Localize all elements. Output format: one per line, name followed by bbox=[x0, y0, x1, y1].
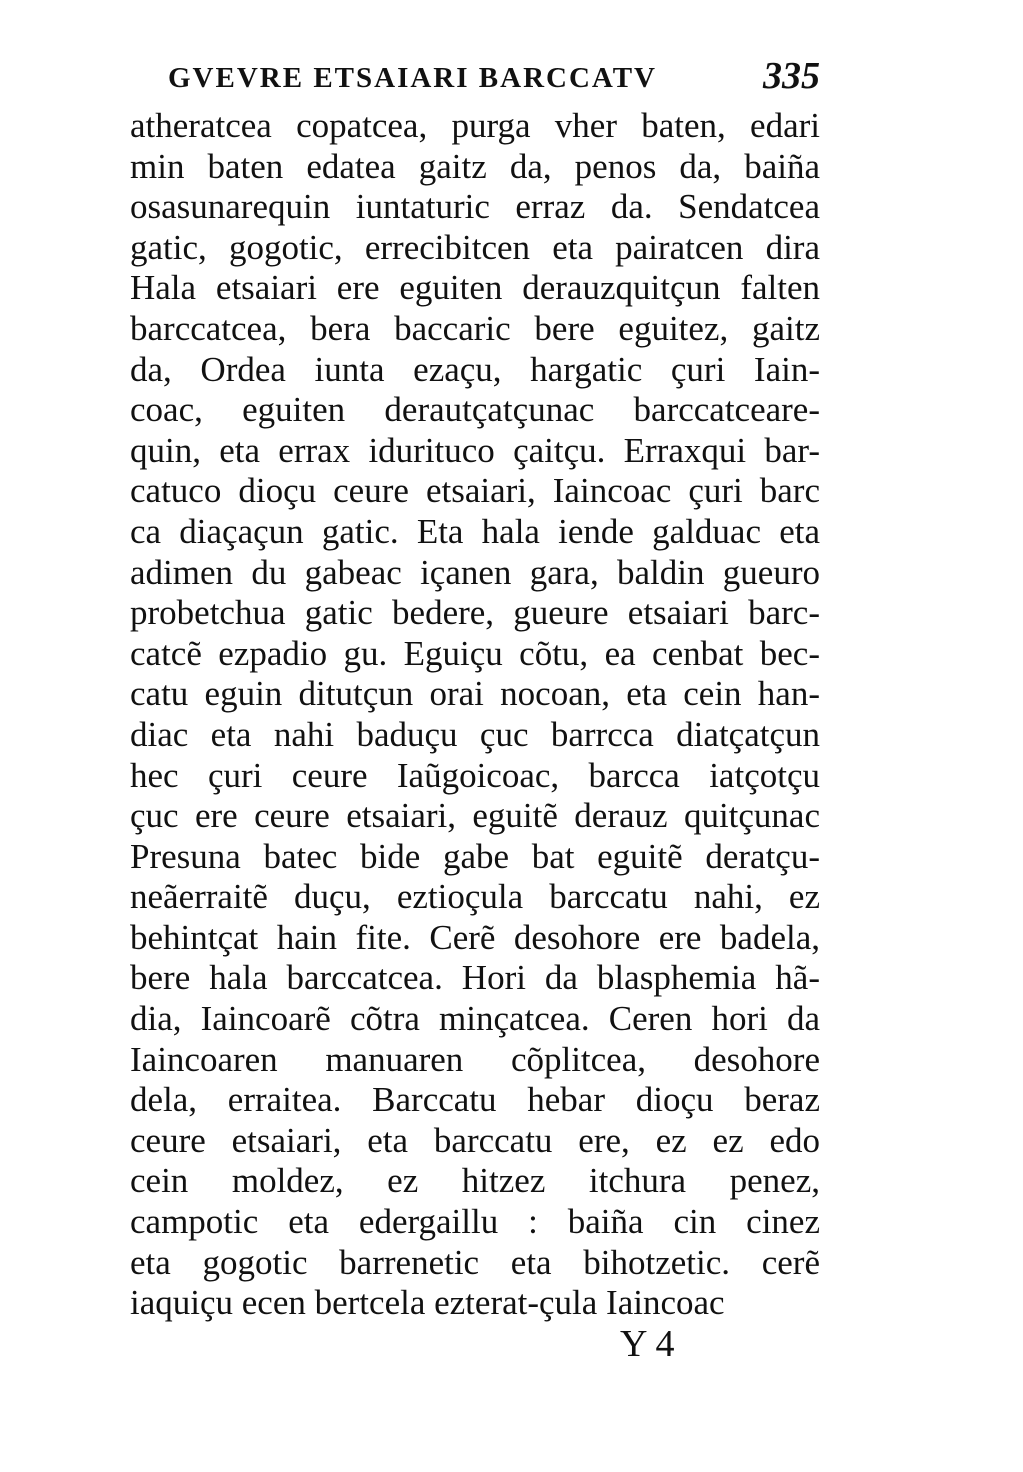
text-line: probetchua gatic bedere, gueure etsaiari barc- bbox=[130, 593, 820, 633]
text-line: adimen du gabeac içanen gara, baldin gueuro bbox=[130, 552, 820, 592]
text-line: Hala etsaiari ere eguiten derauzquitçun falten bbox=[130, 268, 820, 308]
text-line: gatic, gogotic, errecibitcen eta pairatcen dira bbox=[130, 227, 820, 267]
text-line: cein moldez, ez hitzez itchura penez, bbox=[130, 1161, 820, 1201]
text-line: çuc ere ceure etsaiari, eguitẽ derauz quitçunac bbox=[130, 796, 820, 836]
text-line: catcẽ ezpadio gu. Eguiçu cõtu, ea cenbat bec- bbox=[130, 633, 820, 673]
text-line: coac, eguiten derautçatçunac barccatceare- bbox=[130, 390, 820, 430]
text-line: dia, Iaincoarẽ cõtra minçatcea. Ceren hori da bbox=[130, 999, 820, 1039]
text-line: Iaincoaren manuaren cõplitcea, desohore bbox=[130, 1039, 820, 1079]
page-number: 335 bbox=[763, 55, 820, 97]
text-line: diac eta nahi baduçu çuc barrcca diatçatçun bbox=[130, 714, 820, 754]
text-line: iaquiçu ecen bertcela ezterat-çula Iaincoac bbox=[130, 1283, 725, 1323]
text-line: hec çuri ceure Iaũgoicoac, barcca iatçotçu bbox=[130, 755, 820, 795]
text-line: barccatcea, bera baccaric bere eguitez, gaitz bbox=[130, 308, 820, 348]
text-line: ca diaçaçun gatic. Eta hala iende galduac eta bbox=[130, 511, 820, 551]
text-line: bere hala barccatcea. Hori da blasphemia hã- bbox=[130, 958, 820, 998]
text-line: quin, eta errax idurituco çaitçu. Erraxqui bar- bbox=[130, 430, 820, 470]
text-line: eta gogotic barrenetic eta bihotzetic. cerẽ bbox=[130, 1242, 820, 1282]
text-line: catuco dioçu ceure etsaiari, Iaincoac çuri barc bbox=[130, 471, 820, 511]
text-line: min baten edatea gaitz da, penos da, baiña bbox=[130, 146, 820, 186]
text-line: dela, erraitea. Barccatu hebar dioçu beraz bbox=[130, 1080, 820, 1120]
text-line: neãerraitẽ duçu, eztioçula barccatu nahi, ez bbox=[130, 877, 820, 917]
text-line: campotic eta edergaillu : baiña cin cinez bbox=[130, 1202, 820, 1242]
text-line: atheratcea copatcea, purga vher baten, edari bbox=[130, 106, 820, 145]
signature-mark: Y 4 bbox=[620, 1323, 675, 1365]
running-title: GVEVRE ETSAIARI BARCCATV bbox=[168, 62, 657, 94]
text-line: catu eguin ditutçun orai nocoan, eta cein han- bbox=[130, 674, 820, 714]
text-line: ceure etsaiari, eta barccatu ere, ez ez edo bbox=[130, 1120, 820, 1160]
text-line: da, Ordea iunta ezaçu, hargatic çuri Iain- bbox=[130, 349, 820, 389]
running-head bbox=[168, 54, 828, 98]
text-line: behintçat hain fite. Cerẽ desohore ere badela, bbox=[130, 917, 820, 957]
body-text bbox=[130, 106, 820, 1324]
text-line: osasunarequin iuntaturic erraz da. Sendatcea bbox=[130, 187, 820, 227]
text-line: Presuna batec bide gabe bat eguitẽ deratçu- bbox=[130, 836, 820, 876]
